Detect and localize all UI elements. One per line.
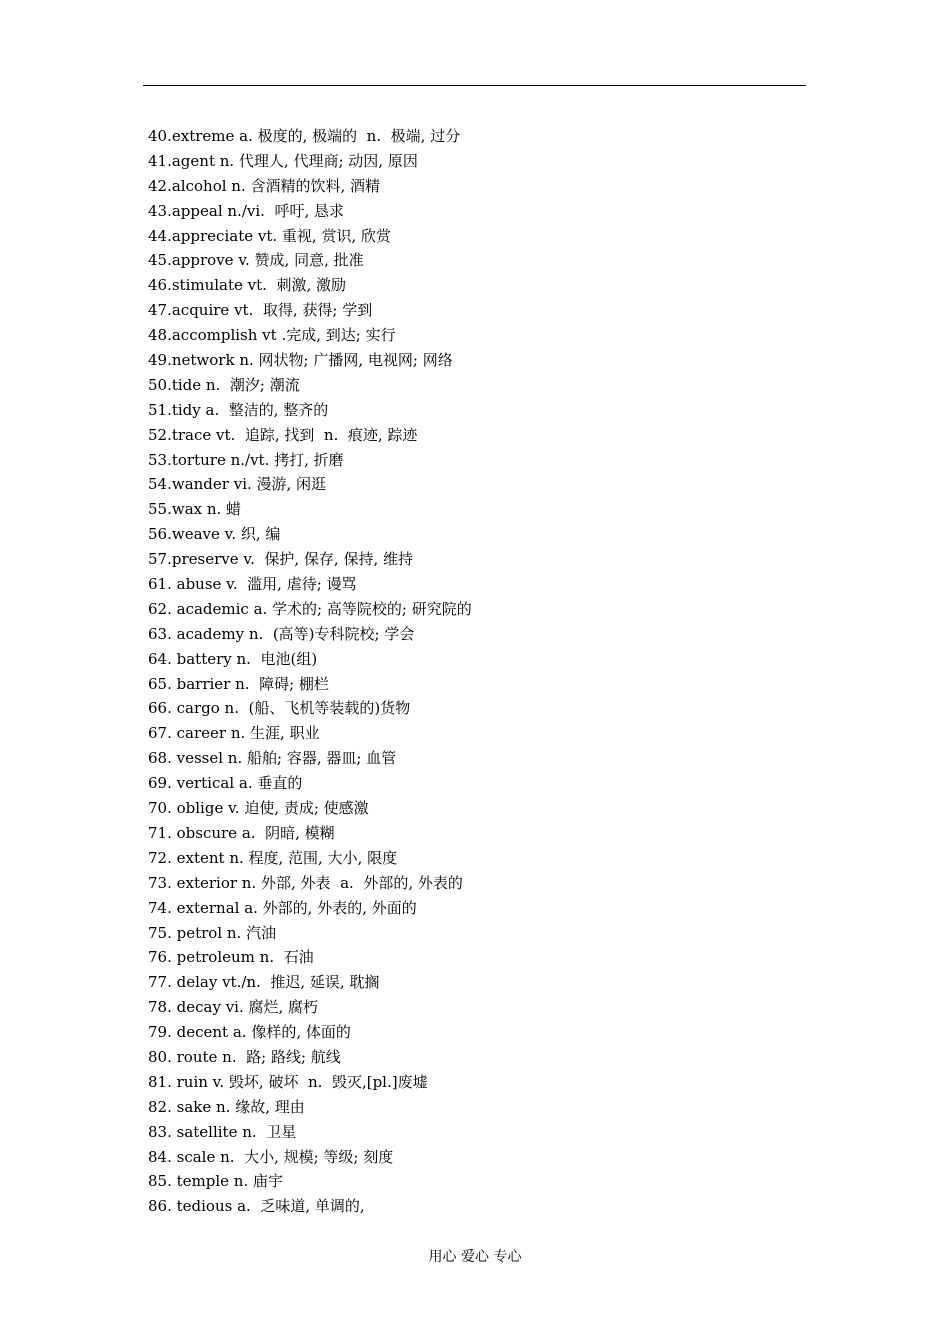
page-footer: 用心 爱心 专心 xyxy=(428,1249,522,1265)
vocab-entry: 67. career n. 生涯, 职业 xyxy=(148,724,320,743)
vocab-entry: 68. vessel n. 船舶; 容器, 器皿; 血管 xyxy=(148,749,397,768)
vocab-entry: 57.preserve v. 保护, 保存, 保持, 维持 xyxy=(148,550,413,569)
vocab-entry: 49.network n. 网状物; 广播网, 电视网; 网络 xyxy=(148,351,453,370)
vocab-entry: 40.extreme a. 极度的, 极端的 n. 极端, 过分 xyxy=(148,127,461,145)
vocab-entry: 77. delay vt./n. 推迟, 延误, 耽搁 xyxy=(148,973,380,992)
vocab-entry: 81. ruin v. 毁坏, 破坏 n. 毁灭,[pl.]废墟 xyxy=(148,1072,428,1091)
vocab-entry: 73. exterior n. 外部, 外表 a. 外部的, 外表的 xyxy=(148,873,463,892)
vocab-entry: 69. vertical a. 垂直的 xyxy=(148,774,303,793)
header-rule xyxy=(143,85,806,86)
vocab-entry: 51.tidy a. 整洁的, 整齐的 xyxy=(148,400,329,419)
vocab-entry: 84. scale n. 大小, 规模; 等级; 刻度 xyxy=(148,1147,394,1166)
vocab-entry: 50.tide n. 潮汐; 潮流 xyxy=(148,375,300,394)
vocab-entry: 43.appeal n./vi. 呼吁, 恳求 xyxy=(148,201,344,220)
vocab-entry: 66. cargo n. (船、飞机等装载的)货物 xyxy=(148,699,411,718)
vocab-entry: 52.trace vt. 追踪, 找到 n. 痕迹, 踪迹 xyxy=(148,425,418,444)
vocab-entry: 48.accomplish vt .完成, 到达; 实行 xyxy=(148,326,396,345)
vocab-entry: 82. sake n. 缘故, 理由 xyxy=(148,1097,305,1116)
vocab-entry: 71. obscure a. 阴暗, 模糊 xyxy=(148,823,335,842)
vocab-entry: 74. external a. 外部的, 外表的, 外面的 xyxy=(148,898,417,917)
vocab-entry: 83. satellite n. 卫星 xyxy=(148,1122,297,1141)
vocab-entry: 76. petroleum n. 石油 xyxy=(148,948,314,967)
vocab-entry: 61. abuse v. 滥用, 虐待; 谩骂 xyxy=(148,575,357,594)
vocab-entry: 41.agent n. 代理人, 代理商; 动因, 原因 xyxy=(148,151,418,170)
vocab-entry: 78. decay vi. 腐烂, 腐朽 xyxy=(148,998,319,1017)
vocab-entry: 63. academy n. (高等)专科院校; 学会 xyxy=(148,624,415,643)
vocab-entry: 46.stimulate vt. 刺激, 激励 xyxy=(148,276,347,295)
vocab-entry: 62. academic a. 学术的; 高等院校的; 研究院的 xyxy=(148,599,472,618)
vocab-entry: 80. route n. 路; 路线; 航线 xyxy=(148,1047,341,1066)
vocab-entry: 72. extent n. 程度, 范围, 大小, 限度 xyxy=(148,848,398,867)
vocabulary-list xyxy=(148,124,472,1219)
vocab-entry: 56.weave v. 织, 编 xyxy=(148,525,281,544)
vocab-entry: 75. petrol n. 汽油 xyxy=(148,923,277,942)
vocab-entry: 79. decent a. 像样的, 体面的 xyxy=(148,1023,351,1042)
vocab-entry: 64. battery n. 电池(组) xyxy=(148,649,318,668)
vocab-entry: 47.acquire vt. 取得, 获得; 学到 xyxy=(148,301,373,320)
vocab-entry: 55.wax n. 蜡 xyxy=(148,500,242,519)
vocab-entry: 53.torture n./vt. 拷打, 折磨 xyxy=(148,450,344,469)
vocab-entry: 44.appreciate vt. 重视, 赏识, 欣赏 xyxy=(148,226,391,245)
vocab-entry: 42.alcohol n. 含酒精的饮料, 酒精 xyxy=(148,176,381,195)
vocab-entry: 45.approve v. 赞成, 同意, 批准 xyxy=(148,251,364,270)
vocab-entry: 65. barrier n. 障碍; 棚栏 xyxy=(148,674,329,693)
vocab-entry: 70. oblige v. 迫使, 责成; 使感激 xyxy=(148,799,369,818)
vocab-entry: 85. temple n. 庙宇 xyxy=(148,1172,283,1191)
vocab-entry: 54.wander vi. 漫游, 闲逛 xyxy=(148,475,327,494)
vocab-entry: 86. tedious a. 乏味道, 单调的, xyxy=(148,1197,365,1216)
